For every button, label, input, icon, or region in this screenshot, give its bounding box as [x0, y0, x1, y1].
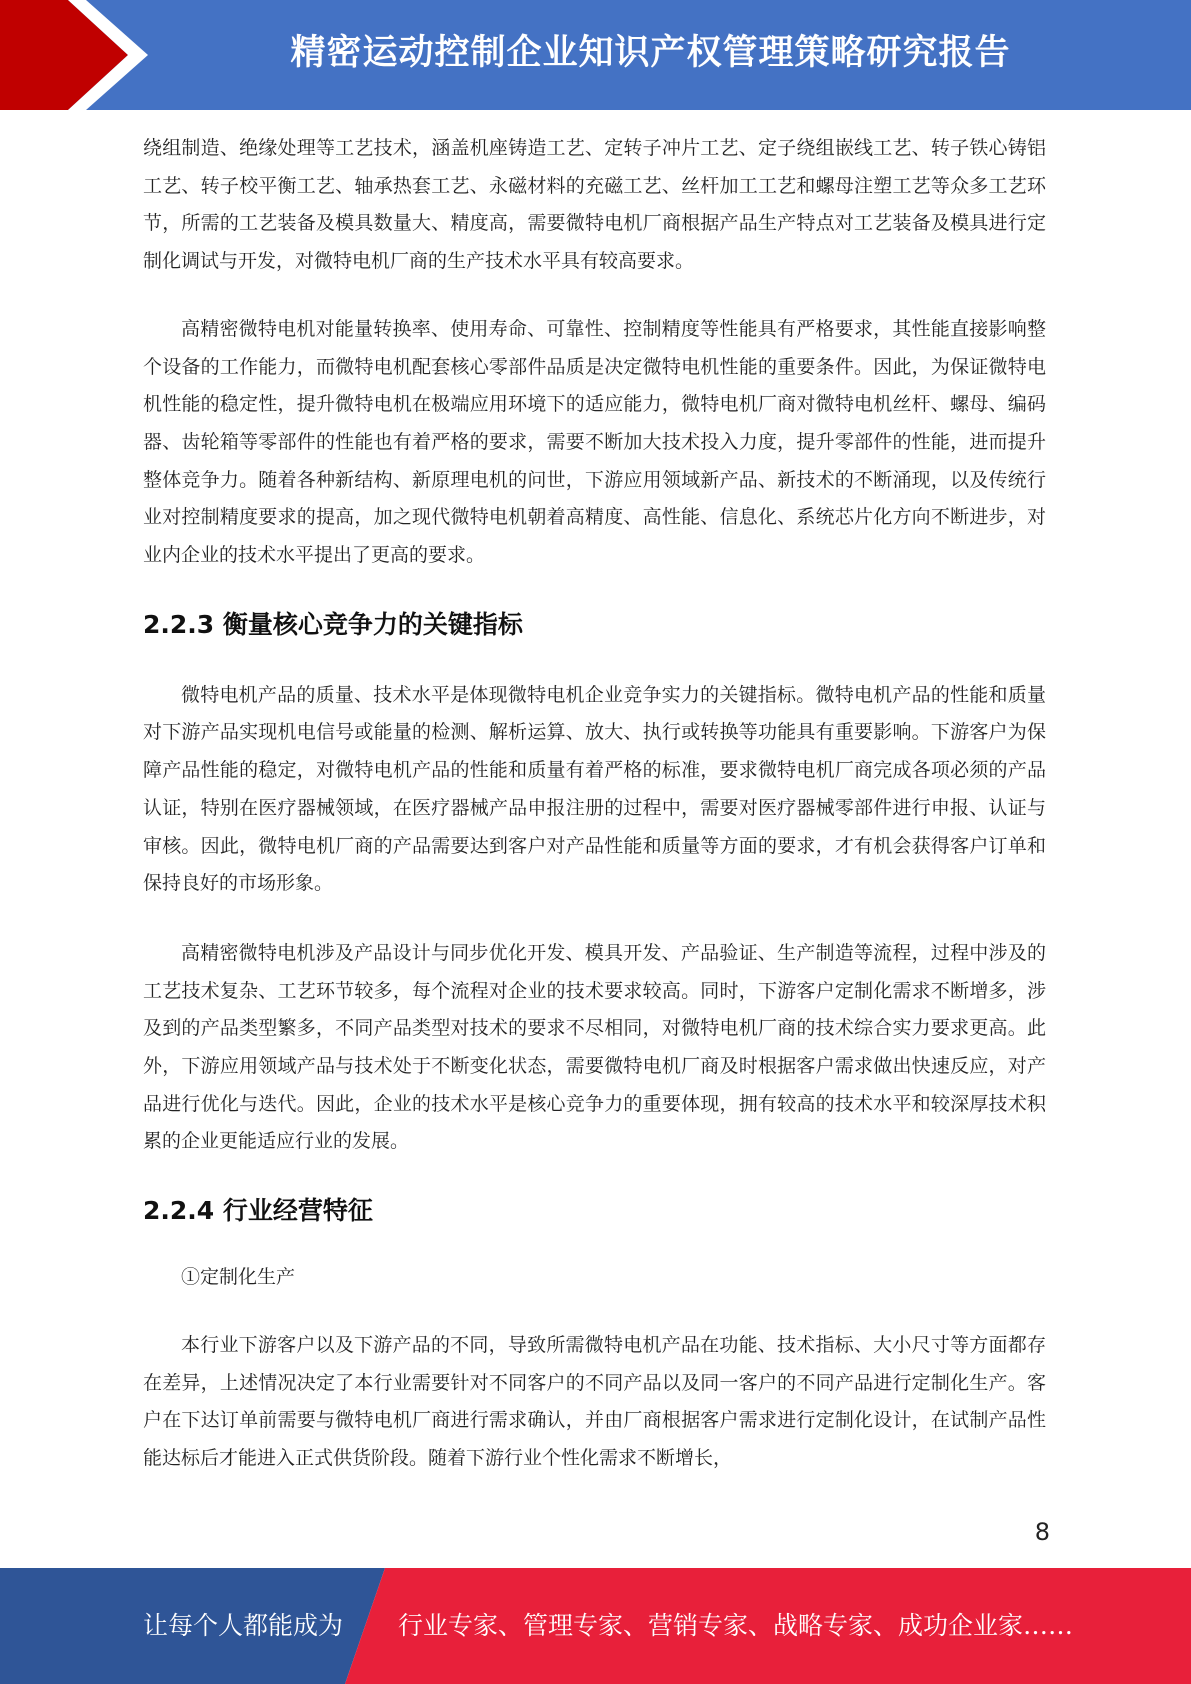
header-arrow-decoration	[0, 0, 160, 110]
paragraph: 绕组制造、绝缘处理等工艺技术，涵盖机座铸造工艺、定转子冲片工艺、定子绕组嵌线工艺、转子铁心铸铝工艺、转子校平衡工艺、轴承热套工艺、永磁材料的充磁工艺、丝杆加工工艺和螺母注塑工艺等众多工艺环节，所需的工艺装备及模具数量大、精度高，需要微特电机厂商根据产品生产特点对工艺装备及模具进行定制化调试与开发，对微特电机厂商的生产技术水平具有较高要求。	[143, 137, 1046, 273]
section-heading: 2.2.3 衡量核心竞争力的关键指标	[143, 609, 523, 639]
paragraph: 高精密微特电机涉及产品设计与同步优化开发、模具开发、产品验证、生产制造等流程，过程中涉及的工艺技术复杂、工艺环节较多，每个流程对企业的技术要求较高。同时，下游客户定制化需求不断增多，涉及到的产品类型繁多，不同产品类型对技术的要求不尽相同，对微特电机厂商的技术综合实力要求更高。此外，下游应用领域产品与技术处于不断变化状态，需要微特电机厂商及时根据客户需求做出快速反应，对产品进行优化与迭代。因此，企业的技术水平是核心竞争力的重要体现，拥有较高的技术水平和较深厚技术积累的企业更能适应行业的发展。	[143, 941, 1046, 1153]
paragraph: 微特电机产品的质量、技术水平是体现微特电机企业竞争实力的关键指标。微特电机产品的性能和质量对下游产品实现机电信号或能量的检测、解析运算、放大、执行或转换等功能具有重要影响。下游客户为保障产品性能的稳定，对微特电机产品的性能和质量有着严格的标准，要求微特电机厂商完成各项必须的产品认证，特别在医疗器械领域，在医疗器械产品申报注册的过程中，需要对医疗器械零部件进行申报、认证与审核。因此，微特电机厂商的产品需要达到客户对产品性能和质量等方面的要求，才有机会获得客户订单和保持良好的市场形象。	[143, 683, 1046, 895]
footer-slogan-left: 让每个人都能成为	[143, 1611, 344, 1640]
page-number: 8	[1034, 1518, 1050, 1546]
report-title: 精密运动控制企业知识产权管理策略研究报告	[290, 33, 1011, 73]
paragraph: 本行业下游客户以及下游产品的不同，导致所需微特电机产品在功能、技术指标、大小尺寸等方面都存在差异，上述情况决定了本行业需要针对不同客户的不同产品以及同一客户的不同产品进行定制化生产。客户在下达订单前需要与微特电机厂商进行需求确认，并由厂商根据客户需求进行定制化设计，在试制产品性能达标后才能进入正式供货阶段。随着下游行业个性化需求不断增长，	[143, 1333, 1046, 1469]
footer-slogan-right: 行业专家、管理专家、营销专家、战略专家、成功企业家……	[398, 1611, 1074, 1640]
page-header	[0, 0, 1191, 110]
page-footer	[0, 1568, 1191, 1684]
page-content	[143, 130, 1046, 1510]
list-item-heading: ①定制化生产	[181, 1266, 296, 1289]
paragraph: 高精密微特电机对能量转换率、使用寿命、可靠性、控制精度等性能具有严格要求，其性能直接影响整个设备的工作能力，而微特电机配套核心零部件品质是决定微特电机性能的重要条件。因此，为保证微特电机性能的稳定性，提升微特电机在极端应用环境下的适应能力，微特电机厂商对微特电机丝杆、螺母、编码器、齿轮箱等零部件的性能也有着严格的要求，需要不断加大技术投入力度，提升零部件的性能，进而提升整体竞争力。随着各种新结构、新原理电机的问世，下游应用领域新产品、新技术的不断涌现，以及传统行业对控制精度要求的提高，加之现代微特电机朝着高精度、高性能、信息化、系统芯片化方向不断进步，对业内企业的技术水平提出了更高的要求。	[143, 317, 1046, 567]
section-heading: 2.2.4 行业经营特征	[143, 1196, 373, 1226]
